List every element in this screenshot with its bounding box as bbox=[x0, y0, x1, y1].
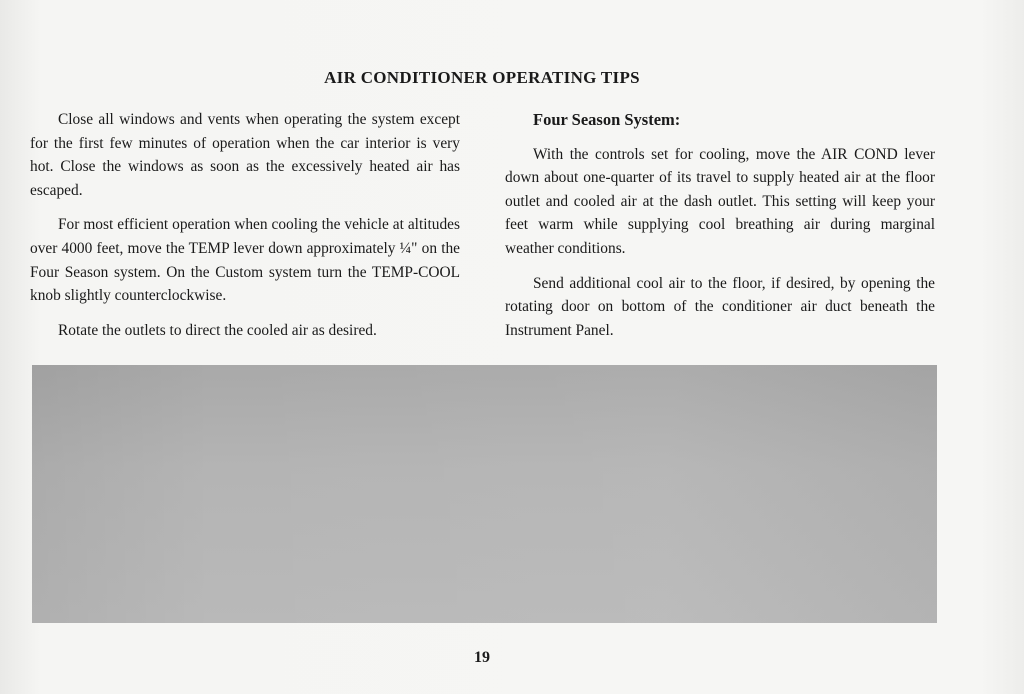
left-column bbox=[30, 108, 460, 353]
photo-placeholder bbox=[32, 365, 937, 623]
right-paragraph-1: With the controls set for cooling, move the AIR COND lever down about one-quarter of its travel to supply heated air at the floor outlet and cooled air at the dash outlet. This setting will keep your feet warm while supplying cool breathing air during marginal weather conditions. bbox=[505, 145, 935, 257]
left-paragraph-2: For most efficient operation when cooling the vehicle at altitudes over 4000 feet, move the TEMP lever down approximately ¼" on the Four Season system. On the Custom system turn the TEMP-COOL knob slightly counterclockwise. bbox=[30, 216, 460, 305]
right-column bbox=[505, 108, 935, 353]
right-paragraph-2: Send additional cool air to the floor, if desired, by opening the rotating door on bottom of the conditioner air duct beneath the Instrument Panel. bbox=[505, 274, 935, 339]
left-paragraph-1: Close all windows and vents when operating the system except for the first few minutes of operation when the car interior is very hot. Close the windows as soon as the excessively heated air has escaped. bbox=[30, 111, 460, 199]
left-paragraph-3: Rotate the outlets to direct the cooled air as desired. bbox=[58, 321, 377, 339]
section-title-four-season: Four Season System: bbox=[533, 110, 681, 129]
page-number: 19 bbox=[474, 649, 490, 666]
page-heading: AIR CONDITIONER OPERATING TIPS bbox=[324, 68, 640, 87]
